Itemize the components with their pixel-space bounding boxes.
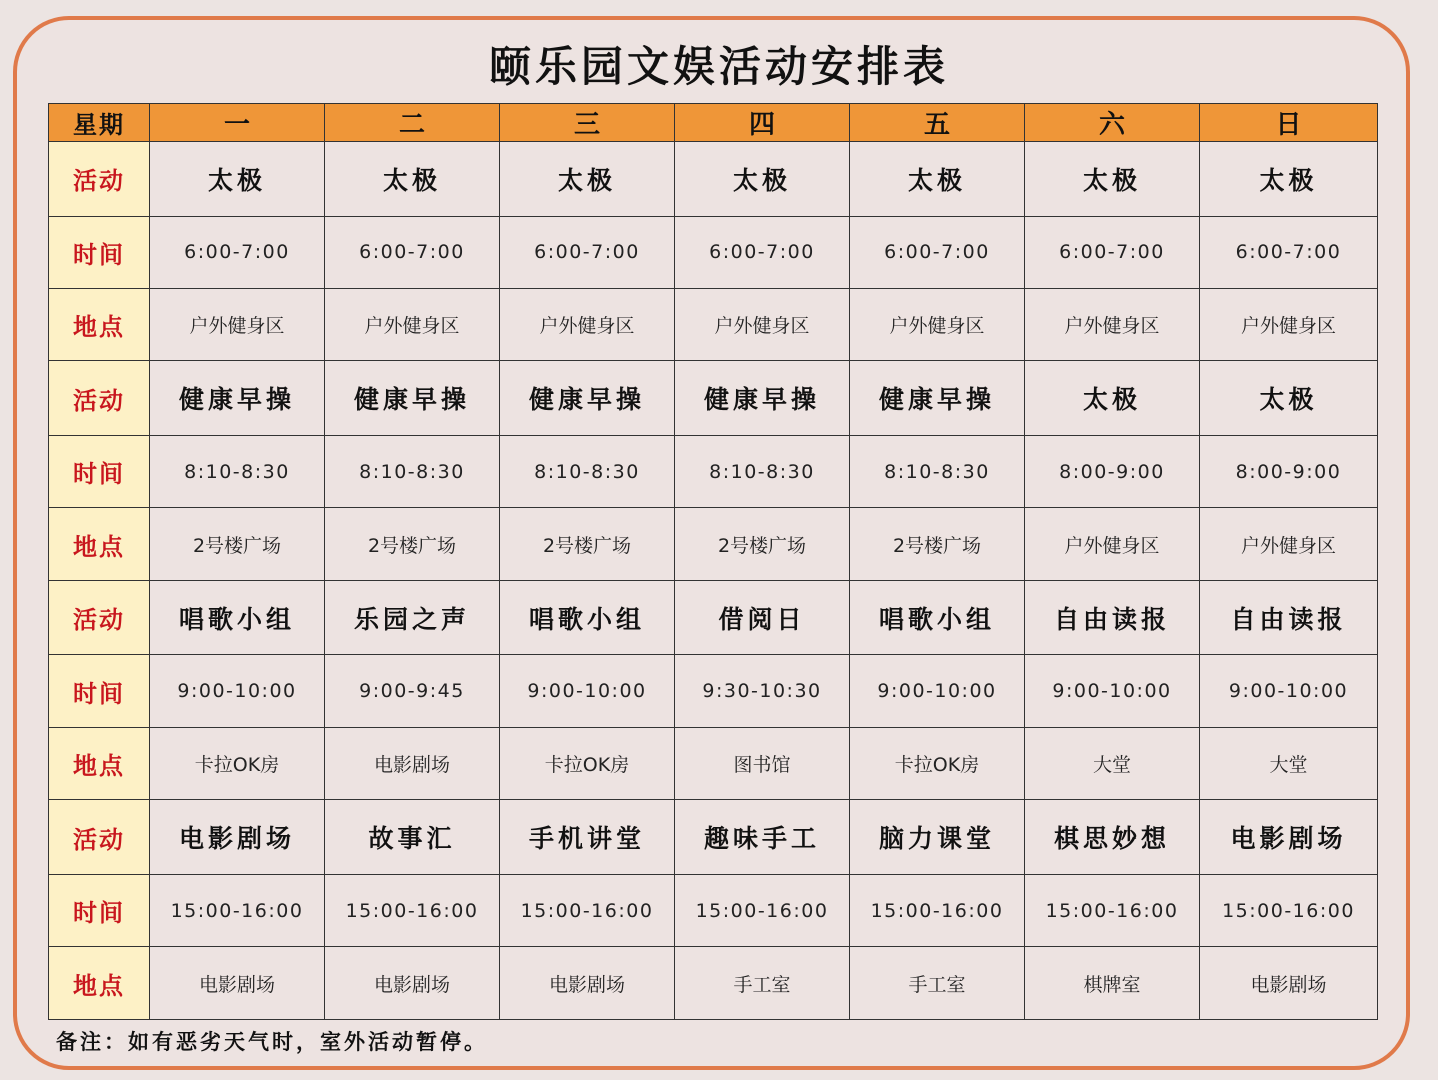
place-cell: 2号楼广场 [150, 508, 325, 580]
activity-cell: 太极 [675, 142, 850, 217]
footer-note: 备注：如有恶劣天气时，室外活动暂停。 [56, 1029, 488, 1054]
header-day-6: 六 [1025, 104, 1200, 142]
time-cell: 6:00-7:00 [850, 216, 1025, 288]
schedule-table [48, 103, 1378, 1020]
activity-cell: 健康早操 [675, 361, 850, 436]
activity-cell: 健康早操 [150, 361, 325, 436]
activity-cell: 自由读报 [1025, 580, 1200, 655]
place-cell: 户外健身区 [1200, 288, 1378, 360]
place-cell: 户外健身区 [675, 288, 850, 360]
header-day-5: 五 [850, 104, 1025, 142]
time-cell: 6:00-7:00 [1200, 216, 1378, 288]
time-cell: 9:30-10:30 [675, 655, 850, 727]
place-cell: 2号楼广场 [500, 508, 675, 580]
time-cell: 6:00-7:00 [500, 216, 675, 288]
place-cell: 手工室 [850, 947, 1025, 1020]
header-day-2: 二 [325, 104, 500, 142]
time-cell: 15:00-16:00 [325, 874, 500, 946]
place-cell: 户外健身区 [500, 288, 675, 360]
place-cell: 电影剧场 [1200, 947, 1378, 1020]
activity-cell: 太极 [1200, 142, 1378, 217]
place-cell: 电影剧场 [325, 947, 500, 1020]
activity-label: 活动 [49, 800, 150, 875]
activity-cell: 自由读报 [1200, 580, 1378, 655]
time-cell: 9:00-10:00 [1200, 655, 1378, 727]
header-day-7: 日 [1200, 104, 1378, 142]
place-cell: 户外健身区 [325, 288, 500, 360]
place-cell: 卡拉OK房 [500, 727, 675, 799]
place-row [49, 947, 1378, 1020]
time-cell: 6:00-7:00 [325, 216, 500, 288]
header-day-1: 一 [150, 104, 325, 142]
time-cell: 8:10-8:30 [675, 435, 850, 507]
activity-label: 活动 [49, 142, 150, 217]
activity-cell: 脑力课堂 [850, 800, 1025, 875]
activity-label: 活动 [49, 361, 150, 436]
time-cell: 8:10-8:30 [150, 435, 325, 507]
activity-cell: 太极 [500, 142, 675, 217]
activity-row [49, 361, 1378, 436]
place-cell: 大堂 [1025, 727, 1200, 799]
page-title: 颐乐园文娱活动安排表 [488, 42, 949, 91]
activity-cell: 借阅日 [675, 580, 850, 655]
activity-cell: 健康早操 [850, 361, 1025, 436]
activity-cell: 太极 [150, 142, 325, 217]
time-cell: 15:00-16:00 [1200, 874, 1378, 946]
place-cell: 2号楼广场 [850, 508, 1025, 580]
time-cell: 8:10-8:30 [325, 435, 500, 507]
activity-cell: 太极 [1200, 361, 1378, 436]
place-cell: 户外健身区 [1200, 508, 1378, 580]
place-cell: 电影剧场 [150, 947, 325, 1020]
header-day-3: 三 [500, 104, 675, 142]
header-day-4: 四 [675, 104, 850, 142]
activity-cell: 唱歌小组 [150, 580, 325, 655]
time-cell: 15:00-16:00 [850, 874, 1025, 946]
time-cell: 6:00-7:00 [675, 216, 850, 288]
place-row [49, 288, 1378, 360]
activity-cell: 太极 [1025, 142, 1200, 217]
time-label: 时间 [49, 216, 150, 288]
time-row [49, 435, 1378, 507]
activity-cell: 唱歌小组 [850, 580, 1025, 655]
time-row [49, 655, 1378, 727]
time-cell: 8:10-8:30 [850, 435, 1025, 507]
activity-cell: 健康早操 [500, 361, 675, 436]
time-cell: 15:00-16:00 [150, 874, 325, 946]
activity-cell: 太极 [325, 142, 500, 217]
place-label: 地点 [49, 947, 150, 1020]
activity-label: 活动 [49, 580, 150, 655]
place-cell: 2号楼广场 [325, 508, 500, 580]
time-row [49, 874, 1378, 946]
time-cell: 8:00-9:00 [1200, 435, 1378, 507]
place-cell: 卡拉OK房 [150, 727, 325, 799]
activity-cell: 太极 [1025, 361, 1200, 436]
place-cell: 户外健身区 [850, 288, 1025, 360]
time-cell: 9:00-10:00 [500, 655, 675, 727]
place-cell: 图书馆 [675, 727, 850, 799]
place-cell: 户外健身区 [1025, 288, 1200, 360]
time-cell: 8:00-9:00 [1025, 435, 1200, 507]
activity-row [49, 142, 1378, 217]
header-row [49, 104, 1378, 142]
place-cell: 卡拉OK房 [850, 727, 1025, 799]
activity-cell: 电影剧场 [150, 800, 325, 875]
activity-cell: 手机讲堂 [500, 800, 675, 875]
activity-cell: 电影剧场 [1200, 800, 1378, 875]
activity-row [49, 800, 1378, 875]
activity-cell: 乐园之声 [325, 580, 500, 655]
time-label: 时间 [49, 435, 150, 507]
schedule-body [49, 142, 1378, 1020]
activity-cell: 棋思妙想 [1025, 800, 1200, 875]
activity-cell: 唱歌小组 [500, 580, 675, 655]
place-cell: 棋牌室 [1025, 947, 1200, 1020]
time-cell: 15:00-16:00 [675, 874, 850, 946]
place-row [49, 508, 1378, 580]
time-cell: 8:10-8:30 [500, 435, 675, 507]
time-row [49, 216, 1378, 288]
place-cell: 手工室 [675, 947, 850, 1020]
place-label: 地点 [49, 727, 150, 799]
time-cell: 15:00-16:00 [1025, 874, 1200, 946]
time-cell: 15:00-16:00 [500, 874, 675, 946]
time-cell: 6:00-7:00 [1025, 216, 1200, 288]
place-cell: 电影剧场 [500, 947, 675, 1020]
activity-cell: 太极 [850, 142, 1025, 217]
time-cell: 9:00-10:00 [1025, 655, 1200, 727]
time-cell: 9:00-9:45 [325, 655, 500, 727]
place-label: 地点 [49, 508, 150, 580]
activity-cell: 健康早操 [325, 361, 500, 436]
place-cell: 大堂 [1200, 727, 1378, 799]
header-weekday-label: 星期 [49, 104, 150, 142]
time-label: 时间 [49, 655, 150, 727]
place-cell: 电影剧场 [325, 727, 500, 799]
time-cell: 9:00-10:00 [850, 655, 1025, 727]
activity-cell: 趣味手工 [675, 800, 850, 875]
place-row [49, 727, 1378, 799]
time-cell: 9:00-10:00 [150, 655, 325, 727]
place-label: 地点 [49, 288, 150, 360]
time-label: 时间 [49, 874, 150, 946]
place-cell: 2号楼广场 [675, 508, 850, 580]
place-cell: 户外健身区 [1025, 508, 1200, 580]
activity-cell: 故事汇 [325, 800, 500, 875]
place-cell: 户外健身区 [150, 288, 325, 360]
activity-row [49, 580, 1378, 655]
time-cell: 6:00-7:00 [150, 216, 325, 288]
